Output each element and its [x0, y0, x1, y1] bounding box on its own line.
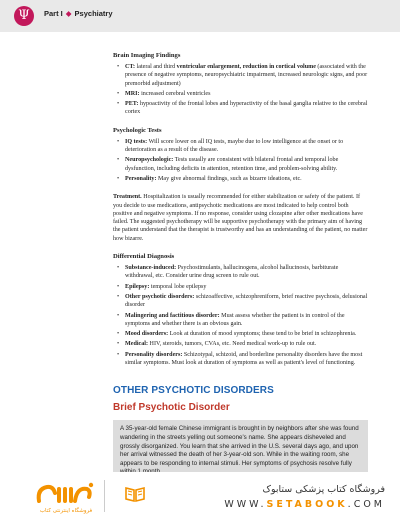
other-psychotic-heading: OTHER PSYCHOTIC DISORDERS	[113, 385, 274, 397]
list-item	[113, 312, 368, 329]
item-label: Personality:	[125, 175, 157, 182]
psych-tests-list	[113, 138, 368, 183]
brain-imaging-title: Brain Imaging Findings	[113, 52, 181, 59]
publisher-footer	[0, 472, 400, 519]
differential-list	[113, 264, 368, 367]
psych-tests-title: Psychologic Tests	[113, 126, 162, 134]
shop-url[interactable]	[160, 499, 385, 510]
item-text: schizoaffective, schizophreniform, brief reactive psychosis, delusional disorder	[125, 293, 368, 309]
list-item	[113, 175, 368, 183]
open-book-icon	[124, 482, 146, 504]
differential-title: Differential Diagnosis	[113, 253, 175, 261]
item-label: Mood disorders:	[125, 331, 169, 338]
item-label: Personality disorders:	[125, 351, 183, 358]
list-item	[113, 293, 368, 310]
diamond-separator-icon: ◆	[65, 9, 72, 18]
item-text: Must assess whether the patient is in control of the symptoms and whether there is an obvious gain.	[125, 312, 345, 327]
treatment-label: Treatment.	[113, 194, 142, 201]
section-label: Psychiatry	[74, 9, 113, 18]
setabook-logo-icon	[33, 481, 95, 507]
item-label: Neuropsychologic:	[125, 157, 174, 164]
list-item	[113, 351, 368, 368]
footer-divider	[104, 480, 105, 512]
list-item	[113, 63, 368, 88]
url-prefix: WWW.	[224, 499, 267, 510]
item-text: increased cerebral ventricles	[139, 90, 211, 97]
list-item	[113, 283, 368, 291]
psych-tests-section	[113, 127, 368, 183]
treatment-text: Hospitalization is usually recommended for either stabilization or safety of the patient. If you decide to use medications, antipsychotic medications are most indicated to help control both positive and negative symptoms. If no response, consider using clozapine after other medications have failed. The suggested psychotherapy will be supportive psychotherapy with the primary aim of having the patient understand that the therapist is trustworthy and has an understanding of the patient, no matter how bizarre.	[113, 194, 368, 242]
treatment-paragraph	[113, 193, 368, 243]
page-content	[113, 52, 368, 482]
item-text: May give abnormal findings, such as bizarre ideations, etc.	[156, 175, 302, 182]
list-item	[113, 264, 368, 281]
item-text: HIV, steroids, tumors, CVAs, etc. Need medical work-up to rule out.	[148, 341, 317, 348]
list-item	[113, 156, 368, 173]
list-item	[113, 330, 368, 338]
brief-psychotic-subheading: Brief Psychotic Disorder	[113, 402, 230, 414]
item-text: Psychostimulants, hallucinogens, alcohol hallucinosis, barbiturate withdrawal, etc. Consider urine drug screen to rule out.	[125, 265, 339, 280]
shop-name: فروشگاه کتاب پزشکی ستابوک	[262, 484, 385, 495]
item-text: Tests usually are consistent with bilateral frontal and temporal lobe dysfunction, including deficits in attention, retention time, and problem-solving ability.	[125, 157, 339, 172]
item-label: Substance-induced:	[125, 265, 177, 272]
item-text: Look at duration of mood symptoms; these tend to be brief in schizophrenia.	[168, 331, 357, 338]
treatment-section	[113, 193, 368, 243]
item-label: Malingering and factitious disorder:	[125, 312, 220, 319]
logo-subtitle: فروشگاه اینترنتی کتاب	[39, 508, 93, 514]
item-text: Schizotypal, schizoid, and borderline personality disorders have the most similar symptoms. Must look at duration of symptoms as well as patient's level of functioning.	[125, 351, 363, 367]
item-text: temporal lobe epilepsy	[149, 283, 207, 290]
brain-imaging-list	[113, 63, 368, 117]
item-label: PET:	[125, 101, 139, 108]
item-label: IQ tests:	[125, 138, 148, 145]
url-suffix: .COM	[347, 499, 385, 510]
list-item	[113, 100, 368, 117]
item-label: MRI:	[125, 90, 140, 97]
item-text: (associated with the presence of negative symptoms, neuropsychiatric impairment, increased neurologic signs, and poor premorbid adjustment)	[125, 64, 368, 87]
item-text: hypoactivity of the frontal lobes and hyperactivity of the basal ganglia relative to the cerebral cortex	[125, 101, 368, 116]
brain-imaging-section	[113, 52, 368, 117]
item-text: Will score lower on all IQ tests, maybe due to low intelligence at the onset or to deterioration as a result of the disease.	[125, 138, 344, 154]
part-label: Part I	[44, 9, 63, 18]
url-brand: SETABOOK	[266, 499, 348, 510]
running-head	[44, 9, 113, 18]
item-text: lateral and third	[135, 64, 177, 70]
psi-icon: Ψ	[14, 6, 34, 26]
item-label: Medical:	[125, 341, 149, 348]
item-label: Epilepsy:	[125, 283, 150, 290]
case-vignette: A 35-year-old female Chinese immigrant is brought in by neighbors after she was found wandering in the streets yelling out someone's name. She appears disheveled and grossly disorganized. You learn that she arrived in the U.S. several days ago, and upon her arrival witnessed the death of her 3-year-old son. While in the waiting room, she appears to be responding to internal stimuli. Her symptoms of psychosis resolve fully	[113, 420, 368, 482]
item-label: Other psychotic disorders:	[125, 293, 195, 300]
differential-section	[113, 253, 368, 367]
item-label: CT:	[125, 64, 136, 70]
page-header	[0, 0, 400, 32]
list-item	[113, 340, 368, 348]
item-emphasis: ventricular enlargement, reduction in cortical volume	[176, 64, 316, 70]
list-item	[113, 90, 368, 98]
list-item	[113, 138, 368, 155]
